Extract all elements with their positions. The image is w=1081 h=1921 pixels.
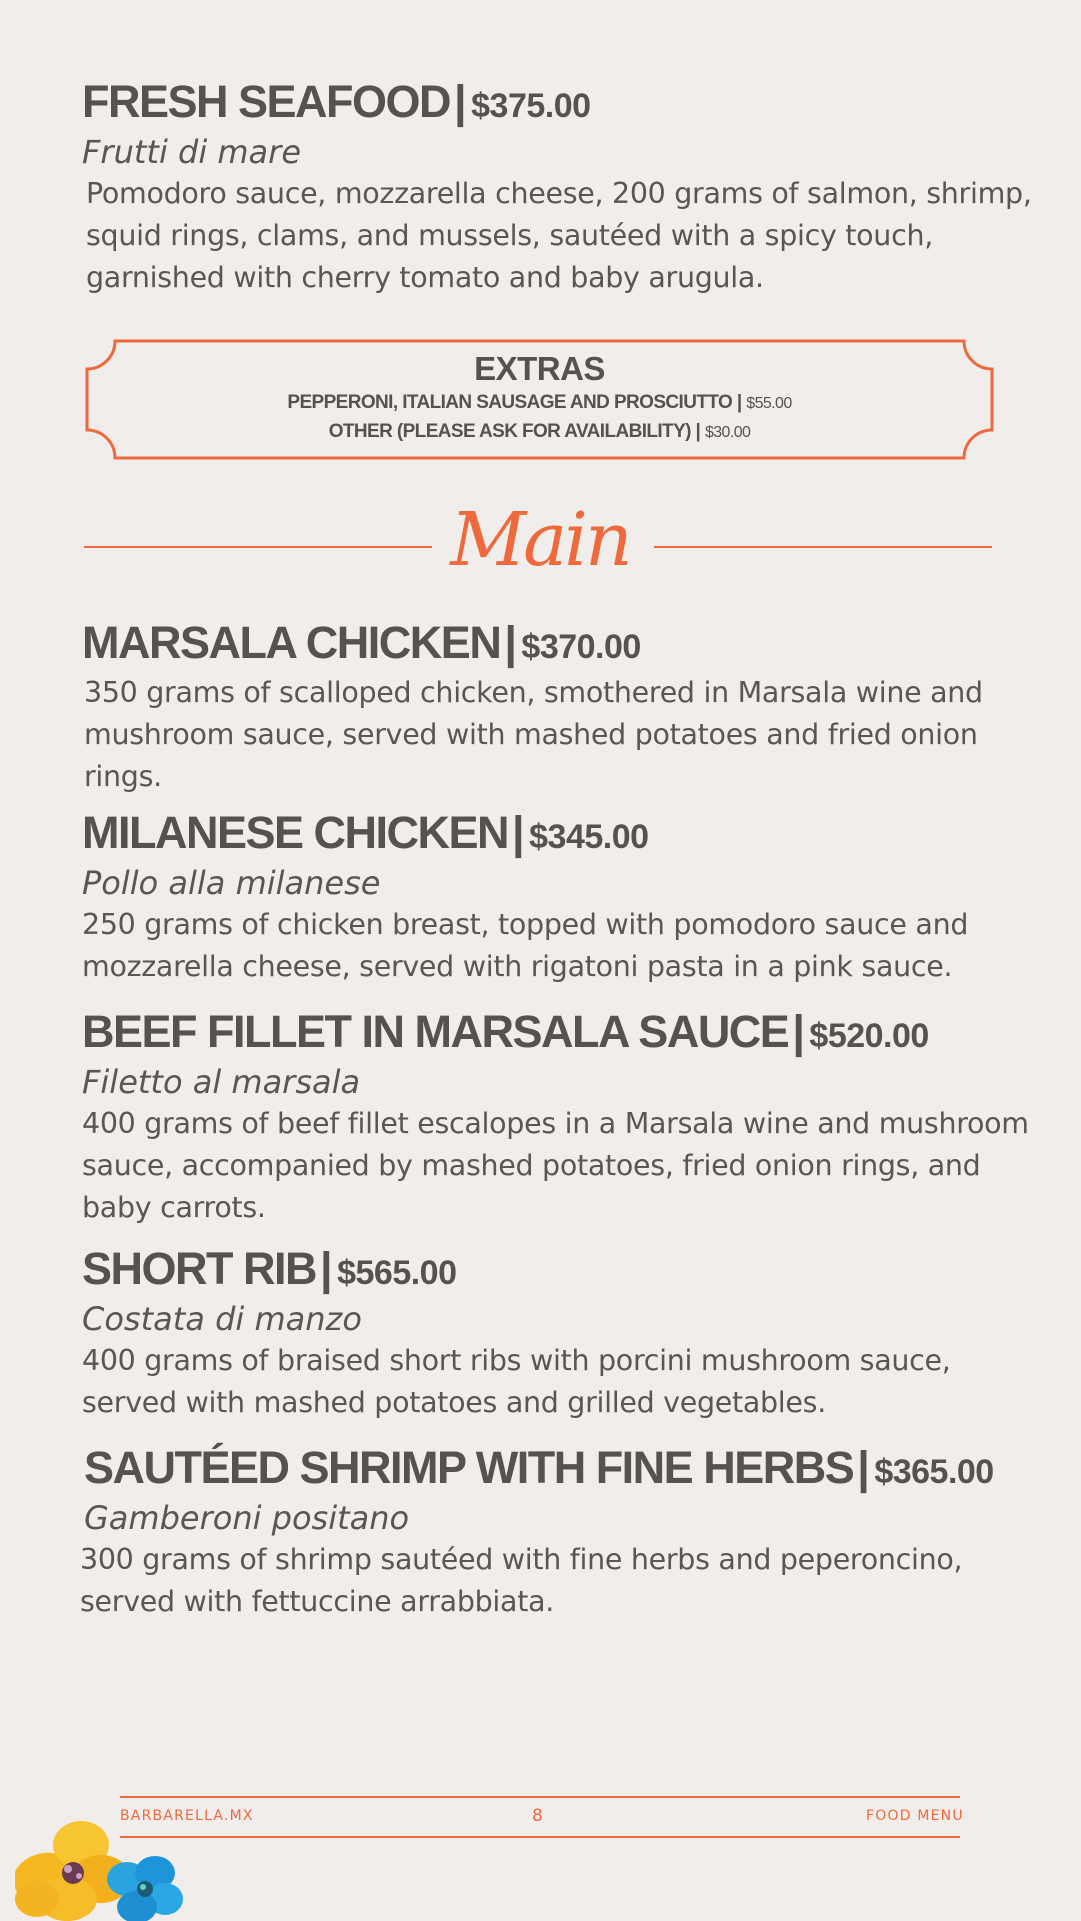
item-price: $565.00 xyxy=(337,1254,457,1292)
item-description: 400 grams of braised short ribs with porcini mushroom sauce, served with mashed potatoes and grilled vegetables. xyxy=(82,1344,951,1419)
item-italian-name: Gamberoni positano xyxy=(84,1499,410,1537)
section-rule-right xyxy=(654,546,992,548)
item-description: 350 grams of scalloped chicken, smothered in Marsala wine and mushroom sauce, served with mashed potatoes and fried onion rings. xyxy=(84,676,983,793)
menu-item xyxy=(82,1244,1042,1424)
item-title xyxy=(82,1244,1042,1298)
extras-line-label: PEPPERONI, ITALIAN SAUSAGE AND PROSCIUTTO | xyxy=(287,392,742,413)
menu-item-fresh-seafood xyxy=(82,77,1042,299)
extras-box xyxy=(85,339,994,460)
item-name: MARSALA CHICKEN xyxy=(82,617,501,668)
menu-item xyxy=(80,1442,1044,1623)
footer-label: FOOD MENU xyxy=(866,1808,964,1824)
item-name: BEEF FILLET IN MARSALA SAUCE xyxy=(82,1006,789,1057)
item-description: Pomodoro sauce, mozzarella cheese, 200 grams of salmon, shrimp, squid rings, clams, and mussels, sautéed with a spicy touch, garnished with cherry tomato and baby arugula. xyxy=(86,177,1032,294)
item-italian-name: Costata di manzo xyxy=(82,1300,362,1338)
item-title xyxy=(84,1443,1044,1497)
flowers-icon xyxy=(15,1815,195,1921)
footer-website: BARBARELLA.MX xyxy=(120,1808,254,1824)
item-price: $365.00 xyxy=(874,1453,994,1491)
item-title xyxy=(82,77,1042,131)
item-price: $375.00 xyxy=(471,87,591,125)
item-name: MILANESE CHICKEN xyxy=(82,807,509,858)
item-description: 400 grams of beef fillet escalopes in a Marsala wine and mushroom sauce, accompanied by mashed potatoes, fried onion rings, and baby carrots. xyxy=(82,1107,1029,1224)
footer-page-number: 8 xyxy=(532,1806,545,1826)
item-separator: | xyxy=(512,807,524,858)
footer-rule-top xyxy=(120,1796,960,1798)
item-separator: | xyxy=(857,1442,869,1493)
extras-line-price: $55.00 xyxy=(746,395,792,412)
item-name: FRESH SEAFOOD xyxy=(82,76,451,127)
item-title xyxy=(82,808,1042,862)
item-separator: | xyxy=(320,1243,332,1294)
item-description: 250 grams of chicken breast, topped with pomodoro sauce and mozzarella cheese, served with rigatoni pasta in a pink sauce. xyxy=(82,908,969,983)
extras-line-meats xyxy=(85,389,994,418)
menu-item xyxy=(82,1007,1042,1229)
item-name: SHORT RIB xyxy=(82,1243,316,1294)
item-separator: | xyxy=(454,76,466,127)
item-italian-name: Frutti di mare xyxy=(82,133,301,171)
item-price: $345.00 xyxy=(529,818,649,856)
section-rule-left xyxy=(84,546,432,548)
item-title xyxy=(82,1007,1042,1061)
footer-rule-bottom xyxy=(120,1836,960,1838)
extras-line-other xyxy=(85,418,994,447)
menu-item xyxy=(82,618,1042,798)
item-separator: | xyxy=(504,617,516,668)
extras-title: EXTRAS xyxy=(474,350,605,387)
extras-line-price: $30.00 xyxy=(704,424,751,441)
item-price: $370.00 xyxy=(521,628,641,666)
item-title xyxy=(82,618,1042,672)
item-name: SAUTÉED SHRIMP WITH FINE HERBS xyxy=(84,1442,854,1493)
section-title: Main xyxy=(450,497,630,583)
item-description: 300 grams of shrimp sautéed with fine herbs and peperoncino, served with fettuccine arrabbiata. xyxy=(80,1543,963,1618)
extras-line-label: OTHER (PLEASE ASK FOR AVAILABILITY) | xyxy=(328,421,701,442)
menu-item xyxy=(82,808,1042,988)
item-price: $520.00 xyxy=(809,1017,929,1055)
item-italian-name: Pollo alla milanese xyxy=(82,864,381,902)
item-separator: | xyxy=(792,1006,804,1057)
item-italian-name: Filetto al marsala xyxy=(82,1063,361,1101)
